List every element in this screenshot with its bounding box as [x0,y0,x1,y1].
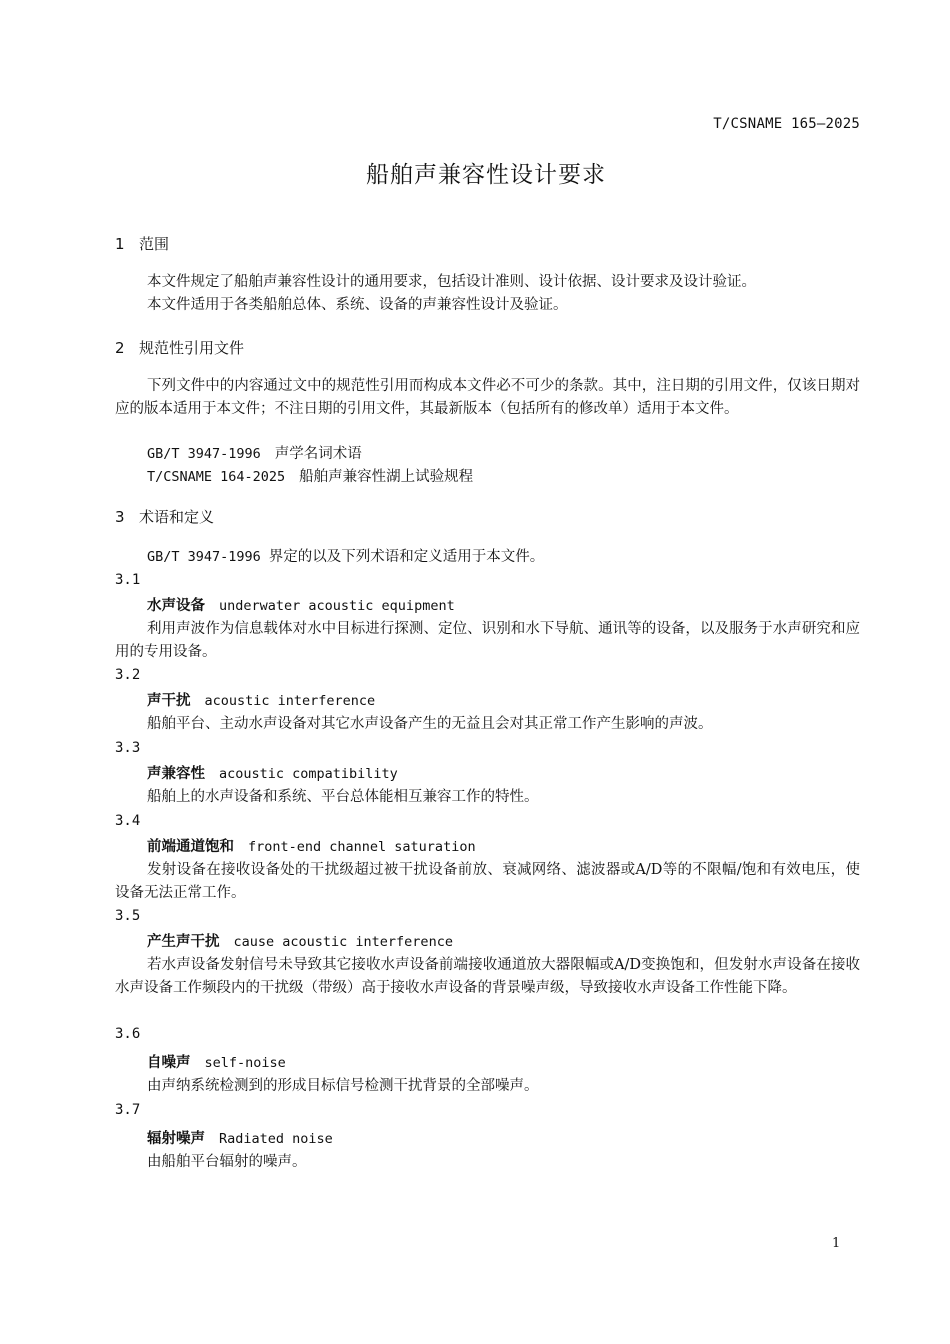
term-english: acoustic interference [204,693,376,709]
term-number: 3.1 [115,572,141,588]
section-title: 规范性引用文件 [139,339,245,357]
standard-code: T/CSNAME 165—2025 [713,116,860,132]
term-chinese: 声兼容性 [147,766,205,782]
term-definition: 船舶上的水声设备和系统、平台总体能相互兼容工作的特性。 [147,789,539,805]
term-heading [147,835,476,856]
term-number: 3.2 [115,667,141,683]
term-heading [147,1051,286,1072]
section-1-heading [115,233,169,254]
reference-code: T/CSNAME 164-2025 [147,469,286,485]
term-chinese: 前端通道饱和 [147,839,234,855]
reference-title: 船舶声兼容性湖上试验规程 [299,469,474,485]
term-chinese: 辐射噪声 [147,1131,205,1147]
section-number: 2 [115,339,125,357]
term-english: cause acoustic interference [233,934,453,950]
term-number: 3.6 [115,1026,141,1042]
term-definition: 由船舶平台辐射的噪声。 [147,1154,307,1170]
term-english: acoustic compatibility [219,766,398,782]
term-definition: 由声纳系统检测到的形成目标信号检测干扰背景的全部噪声。 [147,1078,539,1094]
term-definition: 船舶平台、主动水声设备对其它水声设备产生的无益且会对其正常工作产生影响的声波。 [147,716,713,732]
document-title: 船舶声兼容性设计要求 [366,162,606,188]
paragraph: 下列文件中的内容通过文中的规范性引用而构成本文件必不可少的条款。其中，注日期的引用文件，仅该日期对应的版本适用于本文件；不注日期的引用文件，其最新版本（包括所有的修改单）适用于本文件。 [115,378,860,417]
reference-item [147,442,362,463]
term-number: 3.3 [115,740,141,756]
term-number: 3.5 [115,908,141,924]
reference-title: 声学名词术语 [274,446,362,462]
term-chinese: 产生声干扰 [147,934,220,950]
term-heading [147,930,453,951]
reference-item [147,465,473,486]
section-2-heading [115,337,244,358]
term-heading [147,1127,333,1148]
term-heading [147,594,455,615]
paragraph: 本文件规定了船舶声兼容性设计的通用要求，包括设计准则、设计依据、设计要求及设计验证。 [147,274,756,290]
page-number: 1 [832,1236,841,1251]
section-3-heading [115,506,214,527]
term-number: 3.7 [115,1102,141,1118]
paragraph: 本文件适用于各类船舶总体、系统、设备的声兼容性设计及验证。 [147,297,568,313]
term-chinese: 水声设备 [147,598,205,614]
section-title: 范围 [139,235,170,253]
term-heading [147,762,398,783]
term-chinese: 声干扰 [147,693,191,709]
term-definition: 利用声波作为信息载体对水中目标进行探测、定位、识别和水下导航、通讯等的设备，以及服务于水声研究和应用的专用设备。 [115,621,860,660]
term-english: self-noise [204,1055,286,1071]
term-chinese: 自噪声 [147,1055,191,1071]
section-title: 术语和定义 [139,508,215,526]
intro-reference-code: GB/T 3947-1996 [147,549,261,565]
intro-text: 界定的以及下列术语和定义适用于本文件。 [268,549,545,565]
terms-intro [147,545,544,566]
term-definition: 发射设备在接收设备处的干扰级超过被干扰设备前放、衰减网络、滤波器或A/D等的不限幅/饱和有效电压，使设备无法正常工作。 [115,862,860,901]
term-definition: 若水声设备发射信号未导致其它接收水声设备前端接收通道放大器限幅或A/D变换饱和，但发射水声设备在接收水声设备工作频段内的干扰级（带级）高于接收水声设备的背景噪声级，导致接收水声设备工作性能下降。 [115,957,860,996]
term-number: 3.4 [115,813,141,829]
section-number: 1 [115,235,125,253]
term-heading [147,689,375,710]
term-english: underwater acoustic equipment [219,598,455,614]
reference-code: GB/T 3947-1996 [147,446,261,462]
term-english: Radiated noise [219,1131,333,1147]
section-number: 3 [115,508,125,526]
term-english: front-end channel saturation [248,839,476,855]
